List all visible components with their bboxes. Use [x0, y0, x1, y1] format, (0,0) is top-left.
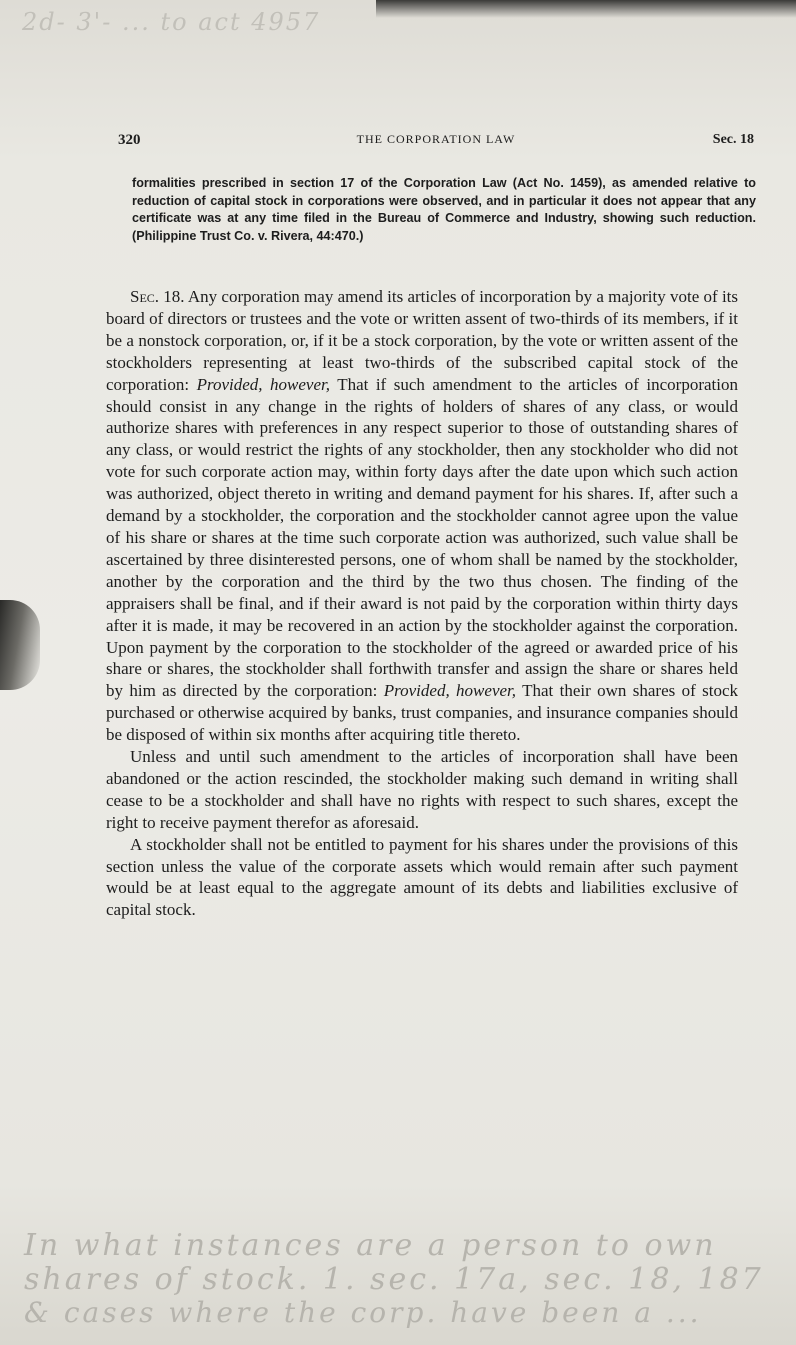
handwritten-note-bottom-3: & cases where the corp. have been a ... — [24, 1296, 702, 1329]
section-18-paragraph-1 — [106, 286, 738, 746]
handwritten-note-bottom-2: shares of stock. 1. sec. 17a, sec. 18, 187 — [24, 1262, 764, 1297]
case-annotation — [132, 175, 756, 245]
handwritten-note-top: 2d- 3'- ... to act 4957 — [22, 8, 321, 36]
handwritten-note-bottom-1: In what instances are a person to own — [24, 1228, 717, 1263]
page-number: 320 — [118, 132, 141, 148]
page-header — [118, 132, 754, 154]
scan-edge-shadow — [376, 0, 796, 18]
section-marker: Sec. 18 — [712, 132, 754, 147]
annotation-text: formalities prescribed in section 17 of the Corporation Law (Act No. 1459), as amended relative to reduction of capital stock in corporations were observed, and in particular it does not appear that any certificate was at any time filed in the Bureau of Commerce and Industry, showing such reduction. (Philippine Trust Co. v. Rivera, 44:470.) — [132, 176, 756, 243]
section-label: Sec. 18. — [130, 287, 185, 306]
section-18-body — [106, 286, 738, 921]
p1-part3: That their own shares of stock purchased or otherwise acquired by banks, trust companies, and insurance companies should be disposed of within six months after acquiring title thereto. — [106, 681, 739, 745]
proviso-2: Provided, however, — [383, 681, 517, 701]
p1-part2: That if such amendment to the articles of incorporation should consist in any change in the rights of holders of shares of any class, or would authorize shares with preferences in any respect superior to those of outstanding shares of any class, or would restrict the rights of any stockholder, then any stockholder who did not vote for such corporate action may, within forty days after the date upon which such action was authorized, object thereto in writing and demand payment for his shares. If, after such a demand by a stockholder, the corporation and the stockholder cannot agree upon the value of his share or shares at the time such corporate action was authorized, such value shall be ascertained by three disinterested persons, one of whom shall be named by the stockholder, another by the corporation and the third by the two thus chosen. The finding of the appraisers shall be final, and if their award is not paid by the corporation within thirty days after it is made, it may be recovered in an action by the stockholder against the corporation. Upon payment by the corporation to the stockholder of the agreed or awarded price of his share or shares, the stockholder shall forthwith transfer and assign the share or shares held by him as directed by the corporation: — [106, 374, 738, 701]
section-18-paragraph-2: Unless and until such amendment to the articles of incorporation shall have been abandoned or the action rescinded, the stockholder making such demand in writing shall cease to be a stockholder and shall have no rights with respect to such shares, except the right to receive payment therefor as aforesaid. — [106, 747, 738, 832]
p1-part1: Any corporation may amend its articles of incorporation by a majority vote of its board of directors or trustees and the vote or written assent of two-thirds of its members, if it be a nonstock corporation, or, if it be a stock corporation, by the vote or written assent of the stockholders representing at least two-thirds of the subscribed capital stock of the corporation: — [106, 287, 739, 394]
proviso-1: Provided, however, — [196, 374, 330, 394]
section-18-paragraph-3: A stockholder shall not be entitled to payment for his shares under the provisions of this section unless the value of the corporate assets which would remain after such payment would be at least equal to the aggregate amount of its debts and liabilities exclusive of capital stock. — [106, 834, 738, 920]
binder-clip — [0, 600, 40, 690]
running-title: THE CORPORATION LAW — [356, 132, 516, 146]
